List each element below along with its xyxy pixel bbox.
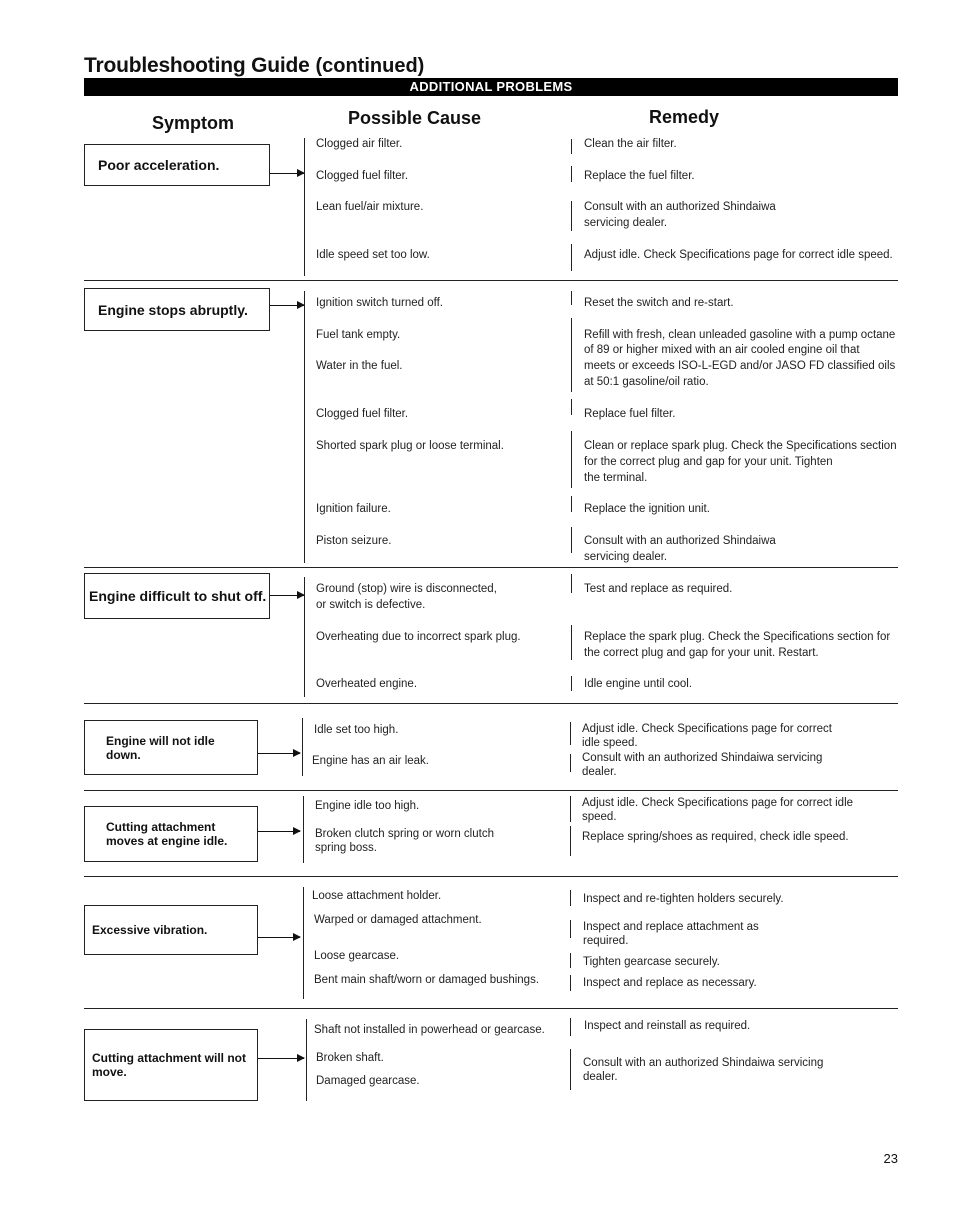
remedy-tick [571,318,572,392]
remedy-text: Inspect and replace attachment as [583,921,759,933]
remedy-tick [570,953,571,968]
cause-text: Clogged fuel filter. [316,408,409,420]
remedy-text: Replace fuel filter. [584,408,676,420]
remedy-tick [570,754,571,772]
cause-text: spring boss. [315,842,378,854]
remedy-text: Inspect and reinstall as required. [584,1020,751,1032]
remedy-tick [570,826,571,856]
remedy-tick [571,574,572,593]
remedy-text: at 50:1 gasoline/oil ratio. [584,376,709,388]
symptom-line: Engine will not idle [106,733,215,748]
arrow-icon [270,173,304,174]
remedy-tick [571,496,572,512]
cause-text: Lean fuel/air mixture. [316,201,424,213]
remedy-text: Replace spring/shoes as required, check idle speed. [582,831,849,843]
remedy-text: Adjust idle. Check Specifications page for correct idle [582,797,854,809]
remedy-text: the correct plug and gap for your unit. Restart. [584,647,819,659]
remedy-text: idle speed. [582,737,638,749]
remedy-tick [571,244,572,271]
remedy-text: Consult with an authorized Shindaiwa servicing [583,1057,824,1069]
remedy-text: Adjust idle. Check Specifications page for correct idle speed. [584,249,893,261]
symptom-line: down. [106,747,141,762]
cause-text: Bent main shaft/worn or damaged bushings. [314,974,540,986]
symptom-line: moves at engine idle. [106,834,228,848]
remedy-text: servicing dealer. [584,217,668,229]
title-main: Troubleshooting Guide [84,54,310,77]
remedy-text: Clean the air filter. [584,138,677,150]
remedy-text: Replace the fuel filter. [584,170,695,182]
cause-text: Ignition failure. [316,503,391,515]
section-divider [84,280,898,281]
remedy-text: required. [583,935,629,947]
remedy-text: servicing dealer. [584,551,668,563]
section-banner: ADDITIONAL PROBLEMS [84,78,898,96]
cause-bracket [306,1019,307,1101]
arrow-icon [258,1058,304,1059]
cause-text: Ground (stop) wire is disconnected, [316,583,497,595]
symptom-label [106,820,227,848]
remedy-tick [570,975,571,991]
cause-text: Engine idle too high. [315,800,420,812]
cause-text: Shaft not installed in powerhead or gearcase. [314,1024,545,1036]
cause-text: Engine has an air leak. [312,755,429,767]
remedy-text: dealer. [583,1071,618,1083]
cause-text: Idle speed set too low. [316,249,430,261]
remedy-text: Test and replace as required. [584,583,733,595]
arrow-icon [258,937,300,938]
arrow-icon [258,753,300,754]
cause-bracket [303,796,304,863]
cause-text: Broken clutch spring or worn clutch [315,828,494,840]
symptom-label: Excessive vibration. [92,923,208,937]
cause-text: Broken shaft. [316,1052,384,1064]
symptom-box [84,806,258,862]
cause-text: Clogged fuel filter. [316,170,409,182]
remedy-text: Tighten gearcase securely. [583,956,720,968]
remedy-tick [571,139,572,154]
cause-column-header: Possible Cause [348,108,482,128]
symptom-label: Poor acceleration. [98,157,220,173]
arrow-icon [258,831,300,832]
section-divider [84,790,898,791]
page-title [84,53,424,79]
cause-text: Shorted spark plug or loose terminal. [316,440,504,452]
remedy-text: dealer. [582,766,617,778]
cause-bracket [304,138,305,276]
remedy-text: the terminal. [584,472,648,484]
cause-bracket [304,577,305,697]
section-divider [84,567,898,568]
symptom-box [84,144,270,186]
symptom-line: Cutting attachment [106,820,216,834]
remedy-text: Idle engine until cool. [584,678,693,690]
symptom-box [84,573,270,619]
remedy-text: Consult with an authorized Shindaiwa [584,535,776,547]
cause-text: Overheated engine. [316,678,418,690]
remedy-tick [570,1049,571,1090]
remedy-text: Replace the ignition unit. [584,503,710,515]
remedy-text: Inspect and replace as necessary. [583,977,757,989]
remedy-tick [571,527,572,553]
symptom-box [84,720,258,775]
cause-text: Warped or damaged attachment. [314,914,482,926]
arrow-icon [270,305,304,306]
remedy-text: meets or exceeds ISO-L-EGD and/or JASO FD classified oils [584,360,896,372]
remedy-text: Refill with fresh, clean unleaded gasoline with a pump octane [584,329,896,341]
cause-text: Fuel tank empty. [316,329,401,341]
cause-text: Loose attachment holder. [312,890,442,902]
remedy-tick [571,291,572,305]
remedy-text: Replace the spark plug. Check the Specifications section for [584,631,891,643]
cause-bracket [304,291,305,563]
symptom-box [84,1029,258,1101]
remedy-text: Consult with an authorized Shindaiwa servicing [582,752,823,764]
section-divider [84,703,898,704]
remedy-text: of 89 or higher mixed with an air cooled engine oil that [584,344,860,356]
remedy-tick [571,625,572,660]
remedy-text: Clean or replace spark plug. Check the Specifications section [584,440,897,452]
cause-text: Idle set too high. [314,724,399,736]
cause-text: or switch is defective. [316,599,426,611]
symptom-line: Cutting attachment will not [92,1051,246,1065]
symptom-column-header: Symptom [152,113,235,133]
symptom-label: Engine stops abruptly. [98,301,248,318]
remedy-tick [570,920,571,938]
cause-text: Piston seizure. [316,535,392,547]
symptom-line: move. [92,1065,127,1079]
remedy-tick [571,399,572,415]
cause-text: Damaged gearcase. [316,1075,420,1087]
symptom-label [106,734,215,762]
remedy-tick [571,166,572,182]
symptom-box [84,905,258,955]
remedy-tick [570,1018,571,1036]
cause-text: Ignition switch turned off. [316,297,443,309]
cause-bracket [302,718,303,776]
remedy-tick [570,796,571,822]
remedy-text: speed. [582,811,617,823]
remedy-tick [570,722,571,745]
remedy-tick [571,201,572,231]
remedy-text: Consult with an authorized Shindaiwa [584,201,776,213]
remedy-text: Reset the switch and re-start. [584,297,734,309]
page-number: 23 [883,1151,898,1166]
symptom-label: Engine difficult to shut off. [89,588,267,604]
remedy-text: Adjust idle. Check Specifications page for correct [582,723,832,735]
cause-bracket [303,887,304,999]
remedy-tick [570,890,571,906]
cause-text: Overheating due to incorrect spark plug. [316,631,521,643]
symptom-box [84,288,270,331]
remedy-column-header: Remedy [649,107,720,127]
remedy-tick [571,676,572,691]
cause-text: Clogged air filter. [316,138,403,150]
symptom-label [92,1051,246,1079]
section-divider [84,876,898,877]
remedy-text: Inspect and re-tighten holders securely. [583,893,784,905]
title-suffix: (continued) [315,55,425,77]
cause-text: Loose gearcase. [314,950,400,962]
remedy-tick [571,431,572,488]
remedy-text: for the correct plug and gap for your unit. Tighten [584,456,833,468]
arrow-icon [270,595,304,596]
section-divider [84,1008,898,1009]
cause-text: Water in the fuel. [316,360,403,372]
